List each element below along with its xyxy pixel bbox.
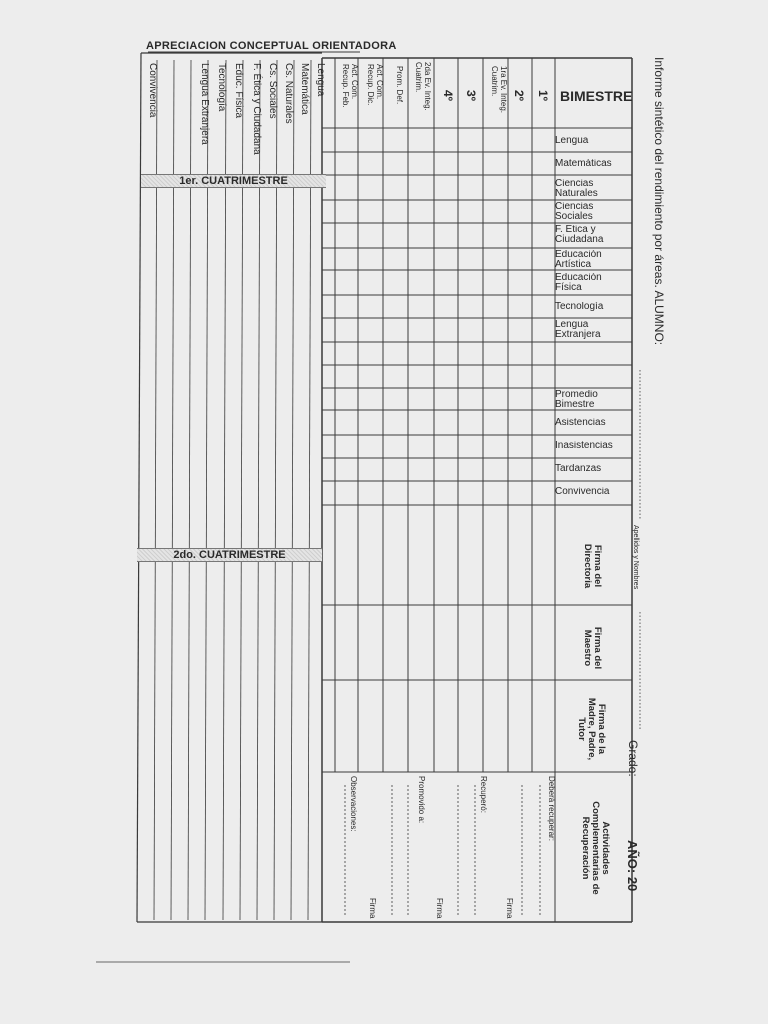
row-header-recup-feb: Act. Com. Recup. Feb. (341, 64, 359, 108)
subject-educacion-fisica: Educación Física (555, 273, 602, 293)
subject-etica: F. Ética y Ciudadana (555, 225, 604, 245)
apreciacion-column-line (274, 60, 277, 920)
inasistencias: Inasistencias (555, 441, 613, 451)
row-header-prom: Prom. Def. (395, 66, 404, 105)
observaciones-label: Observaciones: (349, 776, 358, 832)
grado-label: Grado: (626, 740, 640, 777)
apreciacion-area-etica: F. Ética y Ciudadana (251, 63, 262, 155)
promovido-label: Promovido a: (417, 776, 426, 824)
subject-ciencias-sociales: Ciencias Sociales (555, 202, 594, 222)
apreciacion-area-naturales: Cs. Naturales (283, 63, 294, 124)
bimestre-header: BIMESTRE (560, 88, 633, 104)
firma-maestro-label: Firma del Maestro (582, 626, 603, 670)
firma-observaciones-label: Firma (368, 898, 377, 919)
apreciacion-column-line (291, 60, 294, 920)
convivencia: Convivencia (555, 487, 610, 497)
apreciacion-area-matematica: Matemática (299, 63, 310, 115)
row-header-ev2: 2da Ev. Integ. Cuatrim. (414, 62, 432, 111)
row-header-2: 2º (512, 90, 526, 102)
firma-recupero-label: Firma (505, 898, 514, 919)
firma-promovido-label: Firma (435, 898, 444, 919)
row-header-ev1: 1ra Ev. Integ. Cuatrim. (490, 66, 508, 113)
cuatrimestre-1-label: 1er. CUATRIMESTRE (179, 175, 288, 187)
apreciacion-column-line (308, 60, 311, 920)
cuatrimestre-2-band (137, 548, 322, 562)
apreciacion-column-line (188, 60, 191, 920)
apreciacion-column-line (240, 60, 243, 920)
row-header-1: 1º (536, 90, 550, 102)
anio-label: AÑO: 20 (625, 840, 640, 892)
row-header-4: 4º (441, 90, 455, 102)
subject-ciencias-naturales: Ciencias Naturales (555, 179, 598, 199)
informe-label: Informe sintético del rendimiento por áreas. ALUMNO: (652, 57, 666, 346)
tardanzas: Tardanzas (555, 464, 602, 474)
apreciacion-column-line (171, 60, 174, 920)
apreciacion-area-tecnologia: Tecnología (216, 63, 227, 112)
apreciacion-column-line (223, 60, 226, 920)
asistencias: Asistencias (555, 418, 606, 428)
form-title: APRECIACION CONCEPTUAL ORIENTADORA (146, 40, 397, 52)
apreciacion-area-convivencia: Convivencia (147, 63, 158, 118)
subject-lengua-extranjera: Lengua Extranjera (555, 320, 601, 340)
cuatrimestre-2-label: 2do. CUATRIMESTRE (173, 549, 286, 561)
apreciacion-area-sociales: Cs. Sociales (267, 63, 278, 119)
apreciacion-area-lengua: Lengua (315, 63, 326, 97)
promedio-bimestre: Promedio Bimestre (555, 390, 598, 410)
debera-recuperar-label: Deberá recuperar: (547, 776, 556, 841)
subject-artistica: Educación Artística (555, 250, 602, 270)
apreciacion-column-line (205, 60, 208, 920)
row-header-3: 3º (464, 90, 478, 102)
apreciacion-column-line (154, 60, 157, 920)
apreciacion-area-fisica: Educ. Física (233, 63, 244, 119)
apreciacion-area-lengua-extranjera: Lengua Extranjera (199, 63, 210, 145)
firma-directora-label: Firma del Directoria (582, 543, 603, 589)
recupero-label: Recuperó: (479, 776, 488, 813)
actividades-title: Actividades Complementarias de Recuperación (580, 801, 611, 895)
subject-matematicas: Matemáticas (555, 159, 612, 169)
firma-tutor-label: Firma de la Madre, Padre, Tutor (576, 697, 607, 761)
subject-tecnologia: Tecnología (555, 302, 604, 312)
apellidos-label: Apellidos y Nombres (632, 525, 639, 590)
subject-lengua: Lengua (555, 136, 589, 146)
apreciacion-column-line (257, 60, 260, 920)
cuatrimestre-1-band (141, 174, 326, 188)
row-header-recup-dic: Act. Com. Recup. Dic. (366, 64, 384, 106)
